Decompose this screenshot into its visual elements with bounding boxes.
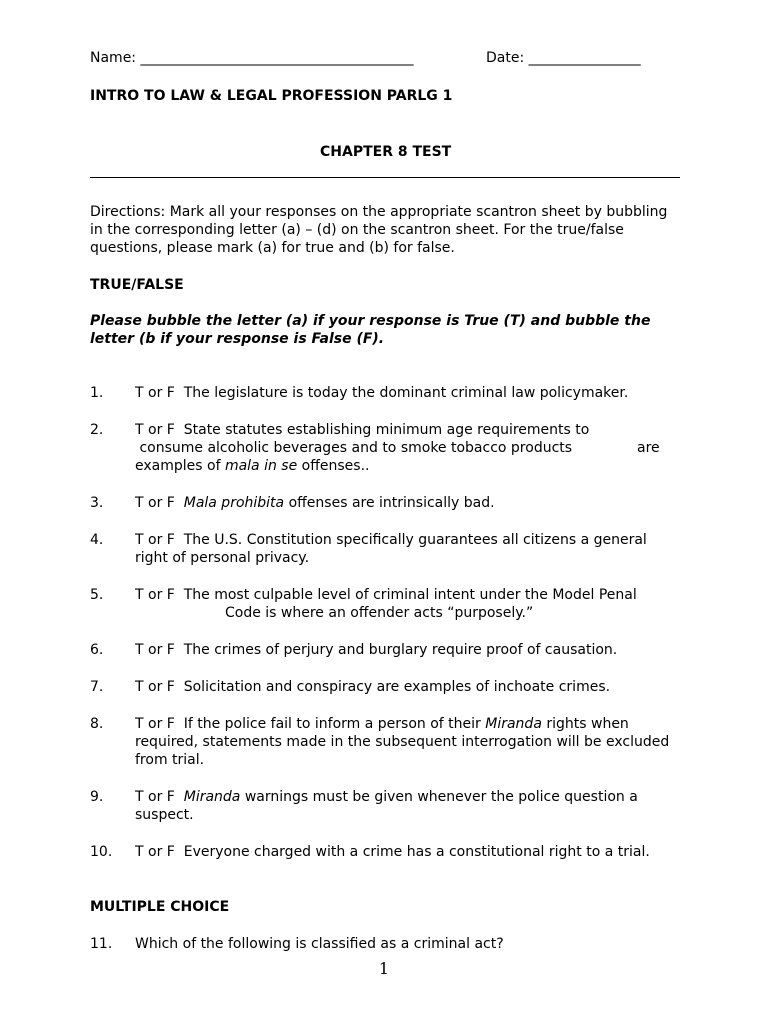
question-text: consume alcoholic beverages and to smoke tobacco products xyxy=(139,440,573,456)
question-text: right of personal privacy. xyxy=(135,550,310,566)
question-number: 2. xyxy=(90,422,104,438)
question-number: 4. xyxy=(90,532,104,548)
question-7 xyxy=(135,678,670,696)
question-10 xyxy=(135,843,670,861)
directions-line-1: Directions: Mark all your responses on the appropriate scantron sheet by bubbling xyxy=(90,204,668,220)
question-4 xyxy=(135,531,670,567)
tf-prefix: T or F xyxy=(135,495,175,511)
tf-instruction-line-2: letter (b if your response is False (F). xyxy=(90,331,385,347)
tf-prefix: T or F xyxy=(135,532,175,548)
tf-prefix: T or F xyxy=(135,422,175,438)
question-8 xyxy=(135,715,670,769)
course-title: INTRO TO LAW & LEGAL PROFESSION PARLG 1 xyxy=(90,88,453,104)
question-6 xyxy=(135,641,670,659)
question-number: 8. xyxy=(90,716,104,732)
question-number: 6. xyxy=(90,642,104,658)
question-9 xyxy=(135,788,670,824)
question-text: from trial. xyxy=(135,752,205,768)
question-1 xyxy=(135,384,670,402)
question-text: offenses.. xyxy=(297,458,370,474)
question-text: Which of the following is classified as a criminal act? xyxy=(135,936,504,952)
tf-prefix: T or F xyxy=(135,642,175,658)
header-divider xyxy=(90,177,680,178)
tf-prefix: T or F xyxy=(135,587,175,603)
question-text: required, statements made in the subsequent interrogation will be excluded xyxy=(135,734,670,750)
name-field-label: Name: _______________________________________ xyxy=(90,50,414,66)
tf-prefix: T or F xyxy=(135,716,175,732)
test-title: CHAPTER 8 TEST xyxy=(320,144,452,160)
question-text: If the police fail to inform a person of their xyxy=(183,716,486,732)
question-number: 5. xyxy=(90,587,104,603)
question-number: 9. xyxy=(90,789,104,805)
question-text: Code is where an offender acts “purposely.” xyxy=(225,605,534,621)
question-number: 3. xyxy=(90,495,104,511)
page-number: 1 xyxy=(378,959,390,978)
question-number: 7. xyxy=(90,679,104,695)
question-number: 10. xyxy=(90,844,113,860)
tf-instruction-line-1: Please bubble the letter (a) if your response is True (T) and bubble the xyxy=(90,313,651,329)
question-2 xyxy=(135,421,670,475)
true-false-heading: TRUE/FALSE xyxy=(90,277,184,293)
directions-line-2: in the corresponding letter (a) – (d) on the scantron sheet. For the true/false xyxy=(90,222,624,238)
question-text: The crimes of perjury and burglary require proof of causation. xyxy=(183,642,618,658)
question-text: rights when xyxy=(541,716,629,732)
question-text: State statutes establishing minimum age requirements to xyxy=(183,422,590,438)
question-text: The U.S. Constitution specifically guarantees all citizens a general xyxy=(183,532,647,548)
date-field-label: Date: ________________ xyxy=(486,50,641,66)
tf-prefix: T or F xyxy=(135,385,175,401)
directions-line-3: questions, please mark (a) for true and (b) for false. xyxy=(90,240,455,256)
question-text: Everyone charged with a crime has a constitutional right to a trial. xyxy=(183,844,650,860)
multiple-choice-heading: MULTIPLE CHOICE xyxy=(90,899,230,915)
question-text: The most culpable level of criminal intent under the Model Penal xyxy=(183,587,637,603)
tf-prefix: T or F xyxy=(135,679,175,695)
question-number: 11. xyxy=(90,936,113,952)
question-11 xyxy=(135,935,670,953)
question-text: The legislature is today the dominant criminal law policymaker. xyxy=(183,385,629,401)
question-text: are xyxy=(637,440,660,456)
tf-prefix: T or F xyxy=(135,844,175,860)
latin-term: Miranda xyxy=(485,716,542,732)
question-text: suspect. xyxy=(135,807,194,823)
tf-prefix: T or F xyxy=(135,789,175,805)
question-text: offenses are intrinsically bad. xyxy=(284,495,495,511)
latin-term: Mala prohibita xyxy=(183,495,285,511)
question-text: warnings must be given whenever the police question a xyxy=(240,789,638,805)
question-3 xyxy=(135,494,670,512)
question-5 xyxy=(135,586,670,622)
latin-term: Miranda xyxy=(183,789,241,805)
question-text: Solicitation and conspiracy are examples of inchoate crimes. xyxy=(183,679,611,695)
question-number: 1. xyxy=(90,385,104,401)
latin-term: mala in se xyxy=(224,458,298,474)
question-text: examples of xyxy=(135,458,225,474)
